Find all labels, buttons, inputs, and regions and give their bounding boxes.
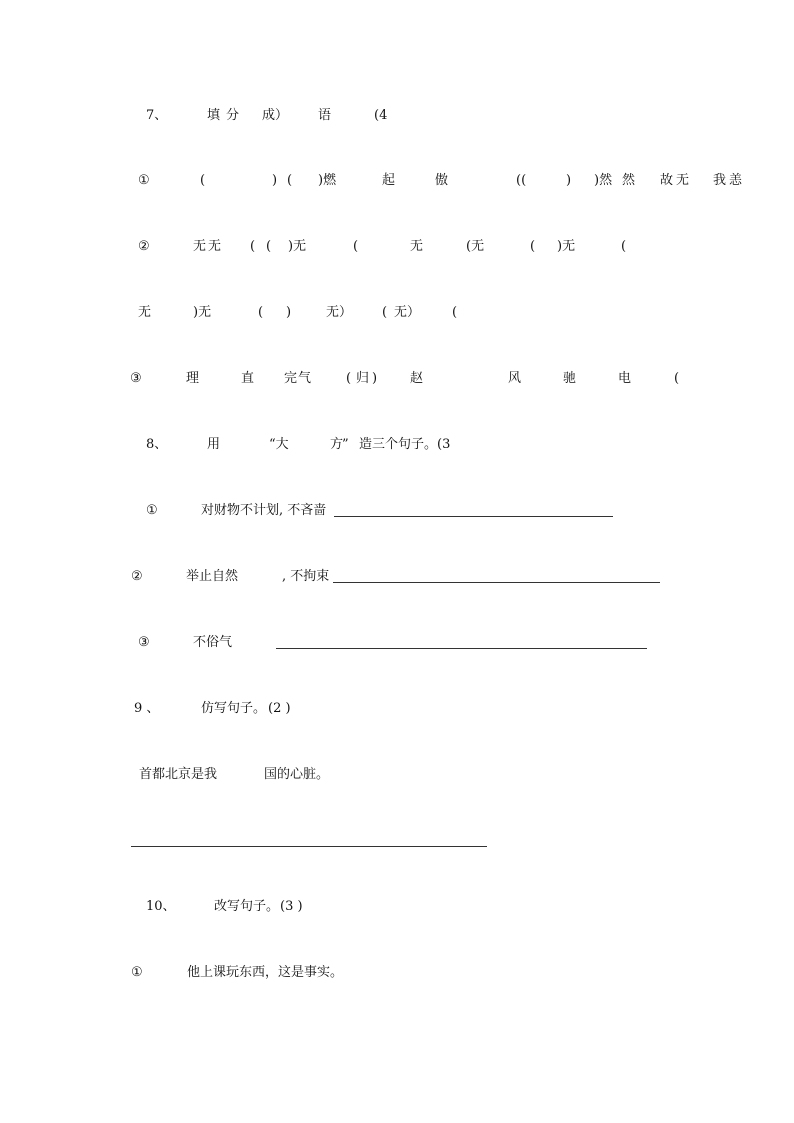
item-marker: ② — [131, 569, 143, 584]
q8-title-part: 用 — [207, 437, 221, 452]
q7-row4-part: 归 — [356, 371, 370, 386]
prompt-text: 对财物不计划, 不吝啬 — [201, 503, 327, 518]
q7-row2-part: ( — [530, 239, 536, 254]
q7-row3-part: ( — [452, 305, 458, 320]
item-marker: ② — [138, 239, 150, 254]
q7-row2-part: ( — [250, 239, 256, 254]
q7-row1-part: 起 — [382, 173, 396, 188]
prompt-text: 他上课玩东西，这是事实。 — [187, 965, 344, 980]
q9-number: 9 、 — [134, 701, 160, 716]
q7-row1-part: 我 — [713, 173, 727, 188]
q7-row2-part: 无 — [410, 239, 424, 254]
q7-row1-part: 无 — [676, 173, 690, 188]
q7-row2-part: 无 — [193, 239, 207, 254]
q7-row2-part: )无 — [557, 239, 576, 254]
q7-row1-part: ( — [200, 173, 206, 188]
q7-row4-part: ) — [372, 371, 378, 386]
q7-title-part: (4 — [374, 108, 388, 123]
q7-row1-part: )然 — [594, 173, 613, 188]
q7-title-part: 填 — [207, 108, 221, 123]
item-marker: ① — [138, 173, 150, 188]
q7-row3-part: 无 — [138, 305, 152, 320]
q7-row4-part: 电 — [618, 371, 632, 386]
q7-row3-part: )无 — [193, 305, 212, 320]
q7-row4-part: 驰 — [563, 371, 577, 386]
q7-title-part: 成） — [262, 108, 289, 123]
q7-title-part: 分 — [226, 108, 240, 123]
answer-blank[interactable] — [276, 648, 647, 649]
answer-blank[interactable] — [333, 582, 660, 583]
q7-row2-part: (无 — [466, 239, 485, 254]
item-marker: ① — [131, 965, 143, 980]
q7-row4-part: 直 — [241, 371, 255, 386]
answer-blank[interactable] — [131, 846, 487, 847]
q7-row1-part: ) — [272, 173, 278, 188]
q7-title-part: 语 — [318, 108, 332, 123]
item-marker: ③ — [138, 635, 150, 650]
q8-title-part: “大 — [269, 437, 289, 452]
q7-row2-part: ( — [266, 239, 272, 254]
q7-row1-part: 然 — [622, 173, 636, 188]
q7-row4-part: ( — [346, 371, 352, 386]
q8-title-part: 造三个句子。(3 — [359, 437, 451, 452]
q7-row1-part: ) — [566, 173, 572, 188]
q7-row4-part: 赵 — [410, 371, 424, 386]
q7-row1-part: 故 — [660, 173, 674, 188]
q7-row2-part: ( — [353, 239, 359, 254]
q7-row1-part: (( — [516, 173, 527, 188]
q8-number: 8、 — [146, 437, 168, 452]
q7-row4-part: ( — [674, 371, 680, 386]
q10-number: 10、 — [146, 899, 176, 914]
q7-row1-part: 恙 — [729, 173, 743, 188]
prompt-text: , 不拘束 — [282, 569, 330, 584]
item-marker: ① — [146, 503, 158, 518]
q7-row2-part: 无 — [208, 239, 222, 254]
q7-row1-part: )燃 — [318, 173, 337, 188]
q7-row2-part: )无 — [288, 239, 307, 254]
example-text: 首都北京是我 — [139, 767, 218, 782]
q8-title-part: 方 — [330, 437, 344, 452]
q7-row4-part: 气 — [298, 371, 312, 386]
q7-row3-part: ( — [382, 305, 388, 320]
q7-row4-part: 完 — [284, 371, 298, 386]
example-text: 国的心脏。 — [264, 767, 330, 782]
q8-title-part: ” — [342, 437, 349, 452]
q7-row4-part: 风 — [508, 371, 522, 386]
q7-row1-part: 傲 — [435, 173, 449, 188]
item-marker: ③ — [130, 371, 142, 386]
prompt-text: 不俗气 — [193, 635, 233, 650]
q9-title: 仿写句子。 — [201, 701, 267, 716]
q7-number: 7、 — [146, 108, 168, 123]
q7-row3-part: 无） — [326, 305, 353, 320]
prompt-text: 举止自然 — [186, 569, 239, 584]
q7-row3-part: ) — [286, 305, 292, 320]
q7-row3-part: 无） — [394, 305, 421, 320]
answer-blank[interactable] — [334, 516, 613, 517]
q10-title: 改写句子。 — [214, 899, 280, 914]
q7-row3-part: ( — [258, 305, 264, 320]
q7-row4-part: 理 — [186, 371, 200, 386]
q10-score: (3 ) — [280, 899, 303, 914]
q7-row1-part: ( — [287, 173, 293, 188]
q7-row2-part: ( — [621, 239, 627, 254]
q9-score: (2 ) — [268, 701, 291, 716]
